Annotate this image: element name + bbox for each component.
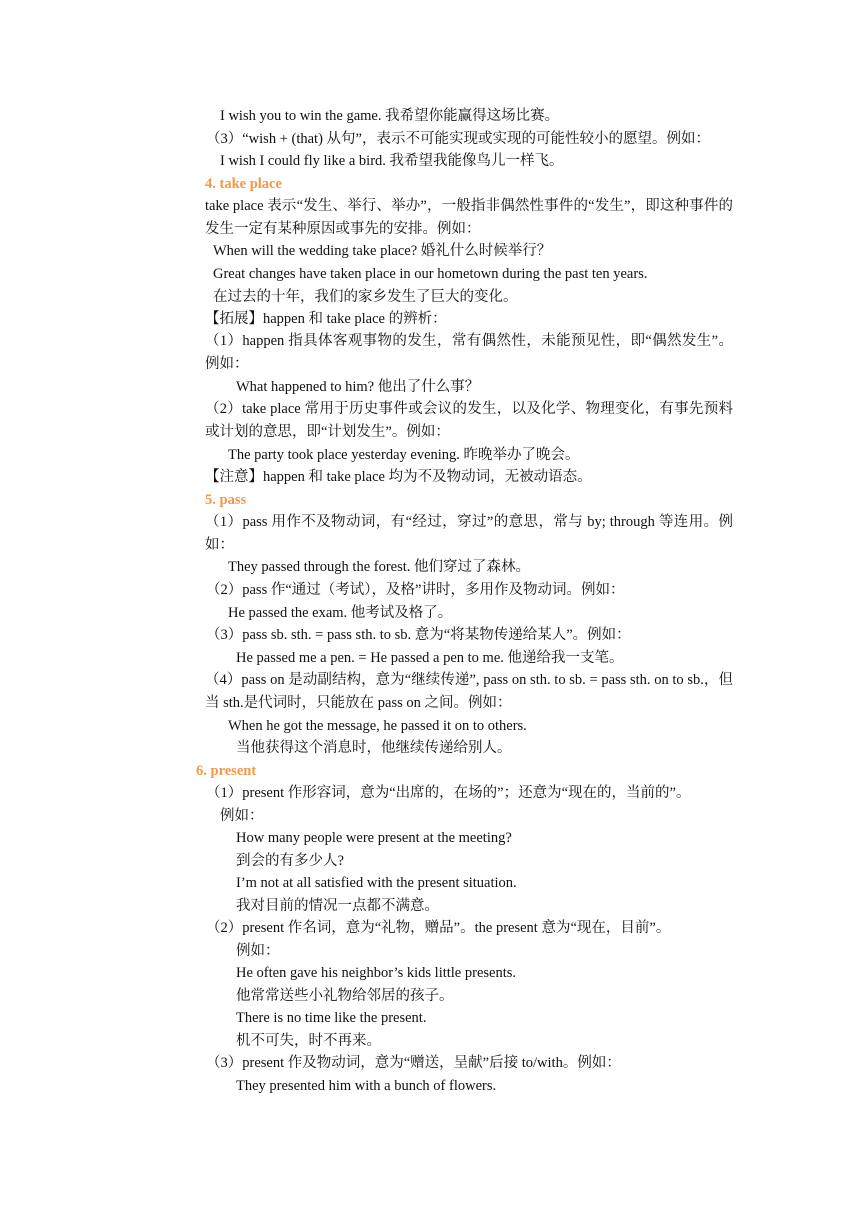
section-heading: 6. present bbox=[196, 763, 257, 779]
example-sentence: I wish I could fly like a bird. 我希望我能像鸟儿一样飞。 bbox=[220, 153, 564, 169]
example-sentence: The party took place yesterday evening. 昨晚举办了晚会。 bbox=[228, 447, 580, 463]
example-sentence: They passed through the forest. 他们穿过了森林。 bbox=[228, 559, 531, 575]
usage-rule: （3）pass sb. sth. = pass sth. to sb. 意为“将某物传递给某人”。例如： bbox=[206, 627, 631, 643]
extension-note: 【拓展】happen 和 take place 的辨析： bbox=[205, 311, 447, 327]
example-translation: 机不可失，时不再来。 bbox=[236, 1033, 381, 1049]
example-sentence: He often gave his neighbor’s kids little presents. bbox=[236, 965, 517, 981]
usage-rule: （4）pass on 是动副结构，意为“继续传递”, pass on sth. to sb. = pass sth. on to sb.，但当 sth.是代词时，只能放在 pass on 之间。例如： bbox=[205, 672, 733, 711]
example-label: 例如： bbox=[236, 943, 280, 959]
example-sentence: Great changes have taken place in our hometown during the past ten years. bbox=[213, 266, 648, 282]
usage-rule: （3）present 作及物动词，意为“赠送，呈献”后接 to/with。例如： bbox=[206, 1055, 621, 1071]
usage-rule: （1）happen 指具体客观事物的发生，常有偶然性，未能预见性，即“偶然发生”。例如： bbox=[205, 333, 733, 372]
example-sentence: They presented him with a bunch of flowers. bbox=[236, 1078, 497, 1094]
usage-rule: （1）present 作形容词，意为“出席的，在场的”；还意为“现在的，当前的”。 bbox=[206, 785, 691, 801]
example-sentence: When will the wedding take place? 婚礼什么时候举行？ bbox=[213, 243, 552, 259]
example-translation: 当他获得这个消息时，他继续传递给别人。 bbox=[236, 740, 512, 756]
usage-rule: （2）present 作名词，意为“礼物，赠品”。the present 意为“现在，目前”。 bbox=[206, 920, 671, 936]
attention-note: 【注意】happen 和 take place 均为不及物动词，无被动语态。 bbox=[205, 469, 592, 485]
example-translation: 到会的有多少人? bbox=[236, 853, 344, 869]
usage-rule: （2）take place 常用于历史事件或会议的发生，以及化学、物理变化，有事先预料或计划的意思，即“计划发生”。例如： bbox=[205, 401, 733, 440]
usage-rule: （3）“wish + (that) 从句”，表示不可能实现或实现的可能性较小的愿望。例如： bbox=[206, 131, 710, 147]
example-sentence: He passed the exam. 他考试及格了。 bbox=[228, 605, 453, 621]
example-sentence: I’m not at all satisfied with the present situation. bbox=[236, 875, 517, 891]
example-sentence: He passed me a pen. = He passed a pen to me. 他递给我一支笔。 bbox=[236, 650, 624, 666]
usage-rule: （1）pass 用作不及物动词，有“经过，穿过”的意思，常与 by; through 等连用。例如： bbox=[205, 514, 733, 553]
example-label: 例如： bbox=[220, 808, 264, 824]
example-translation: 在过去的十年，我们的家乡发生了巨大的变化。 bbox=[213, 289, 518, 305]
example-sentence: I wish you to win the game. 我希望你能赢得这场比赛。 bbox=[220, 108, 560, 124]
example-sentence: How many people were present at the meeting? bbox=[236, 830, 512, 846]
definition-paragraph: take place 表示“发生、举行、举办”，一般指非偶然性事件的“发生”，即这种事件的发生一定有某种原因或事先的安排。例如： bbox=[205, 198, 733, 237]
example-translation: 我对目前的情况一点都不满意。 bbox=[236, 898, 439, 914]
usage-rule: （2）pass 作“通过（考试），及格”讲时，多用作及物动词。例如： bbox=[206, 582, 625, 598]
example-sentence: There is no time like the present. bbox=[236, 1010, 427, 1026]
section-heading: 4. take place bbox=[205, 176, 282, 192]
example-sentence: When he got the message, he passed it on to others. bbox=[228, 718, 527, 734]
example-translation: 他常常送些小礼物给邻居的孩子。 bbox=[236, 988, 454, 1004]
section-heading: 5. pass bbox=[205, 492, 247, 508]
example-sentence: What happened to him? 他出了什么事？ bbox=[236, 379, 480, 395]
